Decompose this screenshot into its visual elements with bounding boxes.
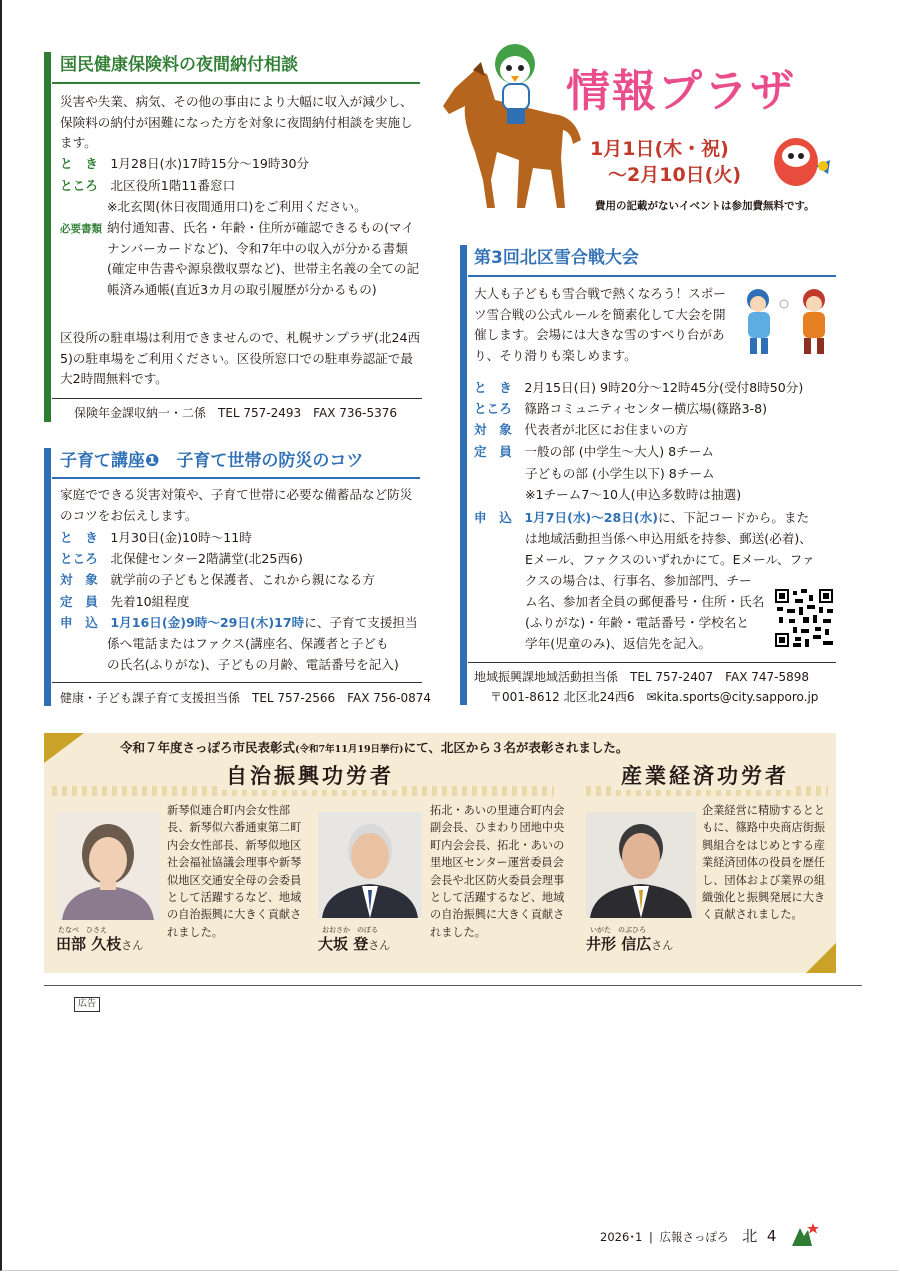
parenting-apply-label: 申 込	[60, 615, 98, 630]
parenting-cap-label: 定 員	[60, 594, 98, 609]
insurance-title: 国民健康保険料の夜間納付相談	[60, 55, 298, 75]
person-2-ruby: おおさか のぼる	[322, 926, 378, 934]
parenting-contact-rule	[52, 682, 422, 683]
parenting-title: 子育て講座❶ 子育て世帯の防災のコツ	[60, 451, 364, 471]
insurance-intro: 災害や失業、病気、その他の事由により大幅に収入が減少し、保険料の納付が困難になった方を対象に夜間納付相談を実施します。	[60, 94, 413, 150]
parenting-target	[60, 570, 375, 591]
snowball-apply-l7: 学年(児童のみ)、返信先を記入。	[525, 636, 712, 651]
snowball-cap-label: 定 員	[474, 444, 512, 459]
person-2-name	[318, 933, 390, 954]
awards-category-2: 産業経済功労者	[615, 760, 795, 790]
parenting-contact: 健康・子ども課子育て支援担当係 TEL 757-2566 FAX 756-0874	[60, 691, 432, 705]
snowball-when-value: 2月15日(日) 9時20分～12時45分(受付8時50分)	[524, 380, 804, 395]
insurance-where-value: 北区役所1階11番窓口	[110, 178, 236, 193]
parenting-target-label: 対 象	[60, 572, 98, 587]
person-3-ruby: いがた のぶひろ	[590, 926, 646, 934]
insurance-accent-bar	[44, 52, 51, 422]
parenting-apply-dates: 1月16日(金)9時～29日(木)17時	[110, 615, 305, 630]
parenting-target-value: 就学前の子どもと保護者、これから親になる方	[110, 572, 375, 587]
parenting-accent-bar	[44, 448, 51, 706]
parenting-cap-value: 先着10組程度	[110, 594, 190, 609]
snowball-when	[474, 378, 803, 399]
parenting-cap	[60, 592, 189, 613]
awards-corner-ornament	[44, 733, 84, 763]
parenting-when-label: と き	[60, 530, 98, 545]
snowball-apply-label: 申 込	[474, 510, 512, 525]
person-3-bio: 企業経営に精励するとともに、篠路中央商店街振興組合をはじめとする産業経済団体の役員を歴任し、団体および業界の組織強化と振興発展に大きく貢献されました。	[702, 804, 826, 922]
person-2-name-text: 大坂 登	[318, 935, 369, 953]
snowball-contact-rule	[468, 662, 836, 663]
insurance-contact: 保険年金課収納一・二係 TEL 757-2493 FAX 736-5376	[74, 406, 398, 420]
plaza-note: 費用の記載がないイベントは参加費無料です。	[595, 200, 815, 212]
footer-page-number: 4	[766, 1227, 777, 1245]
snowball-where-value: 篠路コミュニティセンター横広場(篠路3-8)	[524, 401, 768, 416]
snowball-apply-dates: 1月7日(水)～28日(水)	[524, 510, 659, 525]
parenting-apply-l3: の氏名(ふりがな)、子どもの月齢、電話番号を記入)	[107, 657, 399, 672]
snowball-apply-l2: は地域活動担当係へ申込用紙を持参、郵送(必着)、	[525, 531, 812, 546]
person-3-name	[586, 933, 673, 954]
person-1-ruby: たなべ ひさえ	[58, 926, 107, 934]
snowball-apply-l6: (ふりがな)・年齢・電話番号・学校名と	[525, 615, 749, 630]
insurance-when	[60, 154, 309, 175]
footer-publication: 広報さっぽろ	[659, 1230, 729, 1244]
portrait-photo-1	[56, 812, 160, 920]
person-1-honorific: さん	[121, 939, 144, 952]
parenting-apply-l1: に、子育て支援担当	[304, 615, 418, 630]
portrait-photo-3	[586, 812, 696, 918]
snowball-target-value: 代表者が北区にお住まいの方	[524, 422, 689, 437]
awards-headline	[120, 738, 628, 756]
snowball-apply-l3: Eメール、ファクスのいずれかにて。Eメール、ファ	[525, 552, 815, 567]
ad-label: 広告	[74, 997, 100, 1012]
plaza-dates-line1: 1月1日(木・祝)	[590, 138, 729, 160]
parenting-title-rule	[52, 477, 420, 479]
snowball-title: 第3回北区雪合戦大会	[474, 248, 639, 268]
parenting-when	[60, 528, 252, 549]
plaza-title: 情報プラザ	[566, 66, 796, 117]
insurance-where-note: ※北玄関(休日夜間通用口)をご利用ください。	[107, 199, 367, 214]
snowball-accent-bar	[460, 245, 467, 705]
parenting-where-label: ところ	[60, 551, 98, 566]
portrait-photo-2	[318, 812, 422, 918]
parenting-apply	[60, 613, 418, 634]
ad-divider	[44, 985, 862, 986]
snowball-where	[474, 399, 767, 420]
snowball-target-label: 対 象	[474, 422, 512, 437]
footer	[600, 1226, 776, 1247]
kids-snowball-illustration	[736, 282, 838, 362]
snowball-cap1: 一般の部 (中学生～大人) 8チーム	[524, 444, 714, 459]
snowball-title-rule	[468, 275, 836, 277]
person-2-honorific: さん	[368, 939, 391, 952]
insurance-need: 納付通知書、氏名・年齢・住所が確認できるもの(マイナンバーカードなど)、令和7年中の収入が分かる書類(確定申告書や源泉徴収票など)、世帯主名義の全ての記帳済み通帳(直近3カ月の取引履歴が分かるもの)	[107, 220, 420, 297]
insurance-when-label: と き	[60, 156, 98, 171]
snowball-cap3: ※1チーム7～10人(申込多数時は抽選)	[525, 487, 742, 502]
snowball-where-label: ところ	[474, 401, 512, 416]
qr-code[interactable]	[773, 587, 835, 649]
insurance-when-value: 1月28日(水)17時15分～19時30分	[110, 156, 310, 171]
awards-headline-note: (令和7年11月19日挙行)	[295, 744, 404, 755]
snowball-apply-l4: クスの場合は、行事名、参加部門、チー	[525, 573, 752, 588]
insurance-title-rule	[52, 82, 420, 84]
plaza-dates-line2: ～2月10日(火)	[608, 164, 742, 186]
insurance-where	[60, 176, 235, 197]
insurance-where-label: ところ	[60, 178, 98, 193]
awards-headline-end: にて、北区から３名が表彰されました。	[403, 740, 629, 755]
footer-issue: 2026･1	[600, 1230, 643, 1244]
person-1-name	[56, 933, 143, 954]
footer-sep: |	[649, 1230, 653, 1244]
snowball-apply-l5: ム名、参加者全員の郵便番号・住所・氏名	[525, 594, 765, 609]
snowball-target	[474, 420, 688, 441]
snowball-contact1: 地域振興課地域活動担当係 TEL 757-2407 FAX 747-5898	[474, 670, 810, 684]
footer-ward: 北	[742, 1227, 758, 1245]
snowball-contact2: 〒001-8612 北区北24西6 ✉kita.sports@city.sapporo.jp	[490, 690, 819, 704]
snowball-cap2: 子どもの部 (小学生以下) 8チーム	[525, 466, 715, 481]
insurance-parking: 区役所の駐車場は利用できませんので、札幌サンプラザ(北24西5)の駐車場をご利用ください。区役所窓口での駐車券認証で最大2時間無料です。	[60, 330, 421, 386]
person-2-bio: 拓北・あいの里連合町内会副会長、ひまわり団地中央町内会会長、拓北・あいの里地区センター運営委員会会長や北区防火委員会理事として活躍するなど、地域の自治振興に大きく貢献されました。	[430, 804, 565, 939]
person-1-bio: 新琴似連合町内会女性部長、新琴似六番通東第二町内会女性部長、新琴似地区社会福祉協議会理事や新琴似地区交通安全母の会委員として活躍するなど、地域の自治振興に大きく貢献されました。	[167, 804, 302, 939]
insurance-need-label: 必要書類	[60, 223, 102, 235]
awards-category-1: 自治振興功労者	[220, 760, 400, 790]
parenting-where-value: 北保健センター2階講堂(北25西6)	[110, 551, 303, 566]
parenting-intro: 家庭でできる災害対策や、子育て世帯に必要な備蓄品など防災のコツをお伝えします。	[60, 487, 413, 523]
snowball-cap	[474, 442, 714, 463]
person-3-honorific: さん	[651, 939, 674, 952]
insurance-contact-rule	[52, 398, 422, 399]
snowball-when-label: と き	[474, 380, 512, 395]
snowball-apply	[474, 508, 809, 529]
person-3-name-text: 井形 信広	[586, 935, 652, 953]
awards-corner-ornament-right	[806, 943, 836, 973]
awards-headline-main: 令和７年度さっぽろ市民表彰式	[120, 740, 296, 755]
daruma-illustration	[770, 130, 832, 190]
sapporo-logo-icon	[790, 1222, 820, 1246]
snowball-intro: 大人も子どもも雪合戦で熱くなろう！スポーツ雪合戦の公式ルールを簡素化して大会を開催します。会場には大きな雪のすべり台があり、そり滑りも楽しめます。	[474, 286, 726, 363]
parenting-where	[60, 549, 303, 570]
person-1-name-text: 田部 久枝	[56, 935, 122, 953]
parenting-apply-l2: 係へ電話またはファクス(講座名、保護者と子ども	[107, 636, 389, 651]
parenting-when-value: 1月30日(金)10時～11時	[110, 530, 252, 545]
snowball-apply-l1: に、下記コードから。また	[658, 510, 810, 525]
